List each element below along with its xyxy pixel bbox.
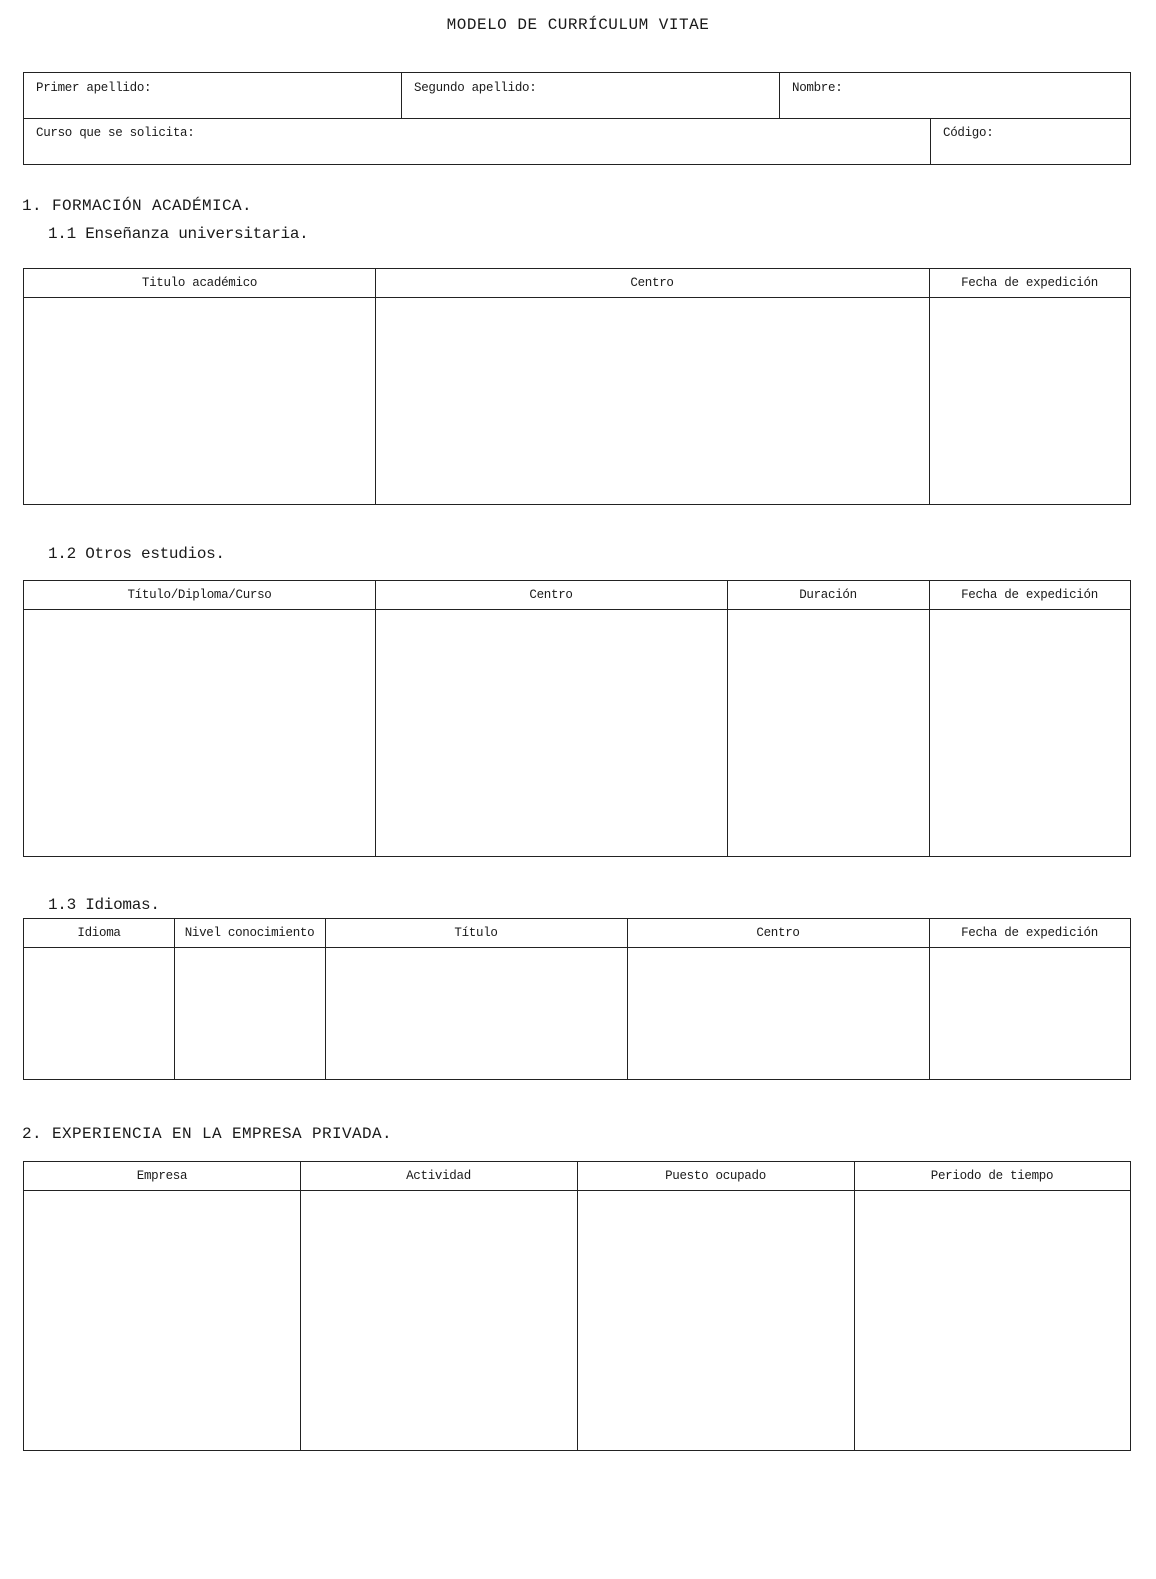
column-header: Centro xyxy=(630,276,674,290)
section-formacion-heading: 1. FORMACIÓN ACADÉMICA. xyxy=(22,197,253,215)
codigo-field[interactable]: Código: xyxy=(943,126,994,140)
column-divider xyxy=(300,1162,301,1450)
column-divider xyxy=(929,269,930,504)
column-header: Empresa xyxy=(136,1169,188,1183)
segundo-apellido-field[interactable]: Segundo apellido: xyxy=(414,81,537,95)
column-header: Puesto ocupado xyxy=(665,1169,766,1183)
primer-apellido-field[interactable]: Primer apellido: xyxy=(36,81,152,95)
personal-data-box xyxy=(23,72,1131,165)
column-header: Periodo de tiempo xyxy=(930,1169,1054,1183)
column-header: Título/Diploma/Curso xyxy=(127,588,272,602)
personal-data-divider xyxy=(24,73,1130,119)
column-header: Título xyxy=(454,926,498,940)
curso-field[interactable]: Curso que se solicita: xyxy=(36,126,195,140)
column-header: Duración xyxy=(799,588,857,602)
personal-data-divider xyxy=(930,119,931,164)
subsection-otros-heading: 1.2 Otros estudios. xyxy=(48,545,225,563)
universitaria-table xyxy=(23,268,1131,505)
subsection-idiomas-heading: 1.3 Idiomas. xyxy=(48,896,160,914)
section-experiencia-heading: 2. EXPERIENCIA EN LA EMPRESA PRIVADA. xyxy=(22,1125,393,1143)
idiomas-table xyxy=(23,918,1131,1080)
column-divider xyxy=(854,1162,855,1450)
column-divider xyxy=(375,581,376,856)
column-header: Fecha de expedición xyxy=(961,276,1098,290)
column-divider xyxy=(577,1162,578,1450)
personal-data-divider xyxy=(779,73,780,119)
otros-estudios-table xyxy=(23,580,1131,857)
column-header: Nivel conocimiento xyxy=(184,926,315,940)
nombre-field[interactable]: Nombre: xyxy=(792,81,843,95)
personal-data-divider xyxy=(401,73,402,119)
column-header: Centro xyxy=(756,926,800,940)
column-header: Fecha de expedición xyxy=(961,926,1098,940)
column-divider xyxy=(727,581,728,856)
column-header: Actividad xyxy=(406,1169,471,1183)
column-header: Fecha de expedición xyxy=(961,588,1098,602)
column-divider xyxy=(929,581,930,856)
column-divider xyxy=(375,269,376,504)
experiencia-table xyxy=(23,1161,1131,1451)
column-header: Titulo académico xyxy=(141,276,258,290)
column-header: Idioma xyxy=(77,926,121,940)
column-header: Centro xyxy=(529,588,573,602)
page-title: MODELO DE CURRÍCULUM VITAE xyxy=(446,16,710,34)
subsection-universitaria-heading: 1.1 Enseñanza universitaria. xyxy=(48,225,309,243)
